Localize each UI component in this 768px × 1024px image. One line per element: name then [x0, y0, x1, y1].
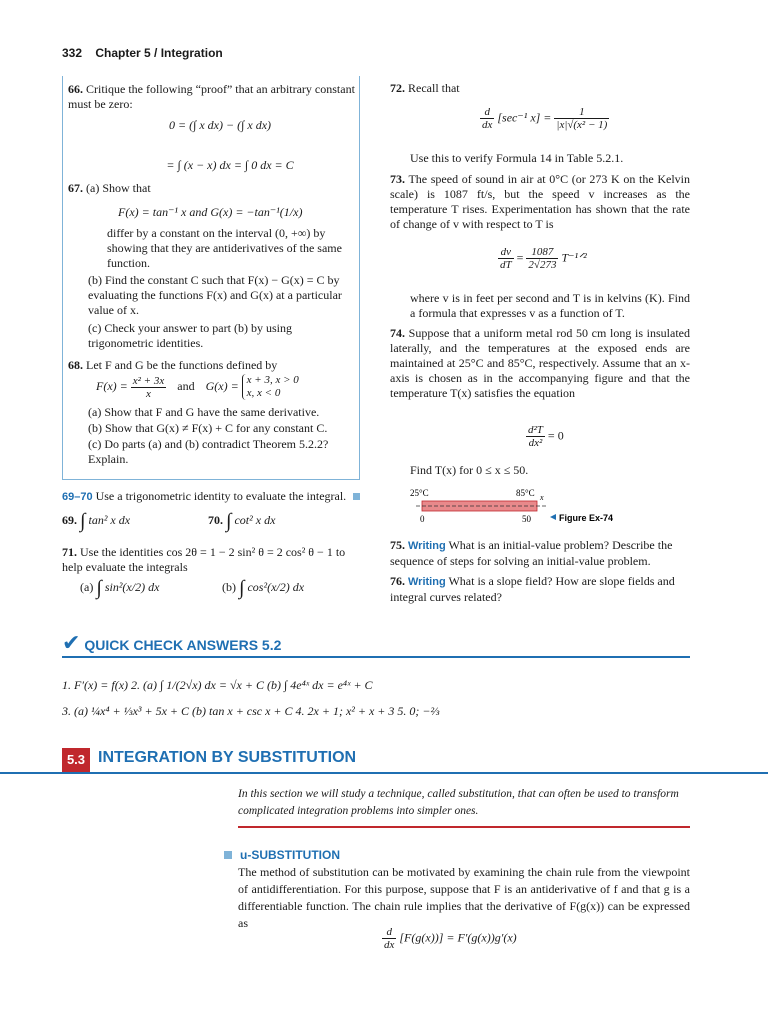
- equation: F(x) =: [96, 378, 128, 393]
- exercise-number: 76.: [390, 574, 405, 588]
- fraction-numerator: 1: [554, 106, 609, 119]
- exercise-75: [390, 538, 690, 569]
- fraction-denominator: dT: [500, 259, 512, 271]
- exercise-68: [68, 358, 356, 373]
- page-number: 332: [62, 46, 83, 60]
- part-label: (a): [80, 580, 94, 594]
- exercise-number: 72.: [390, 81, 405, 95]
- exercise-number: 67.: [68, 181, 83, 195]
- equation: [480, 106, 690, 131]
- quick-check-heading: QUICK CHECK ANSWERS 5.2: [84, 637, 282, 653]
- exercise-67: [68, 181, 356, 196]
- fraction-numerator: d: [382, 926, 396, 939]
- piecewise-definition: [96, 374, 356, 400]
- fraction-numerator: d²T: [528, 424, 543, 436]
- exercise-number: 71.: [62, 545, 77, 559]
- exercise-number: 75.: [390, 538, 405, 552]
- divider: [0, 772, 768, 774]
- writing-tag: Writing: [408, 576, 446, 588]
- caption-arrow-icon: [550, 514, 556, 520]
- section-number-badge: 5.3: [62, 748, 90, 772]
- exercise-71b: [222, 576, 352, 599]
- equation: F(x) = tan⁻¹ x and G(x) = −tan⁻¹(1/x): [118, 205, 303, 219]
- part-label: (a): [86, 181, 100, 195]
- part-label: (b): [88, 273, 102, 287]
- exercise-number: 69.: [62, 513, 77, 527]
- equation: [sec⁻¹ x] =: [497, 110, 552, 125]
- writing-tag: Writing: [408, 540, 446, 552]
- exercise-text: Find T(x) for 0 ≤ x ≤ 50.: [410, 463, 529, 477]
- integral-sign: ∫: [80, 509, 86, 532]
- exercise-text: differ by a constant on the interval (0, +∞) by showing that they are antiderivatives of the same function.: [107, 226, 342, 270]
- equation: G(x) =: [205, 378, 239, 393]
- equation: T⁻¹ᐟ²: [561, 250, 587, 265]
- fraction-denominator: x: [146, 387, 151, 400]
- section-intro: In this section we will study a technique, called substitution, that can often be used to transform complicated integration problems into simpler ones.: [238, 788, 679, 817]
- exercise-text: Use this to verify Formula 14 in Table 5.2.1.: [410, 151, 624, 165]
- exercise-text: Critique the following “proof” that an arbitrary constant must be zero:: [68, 82, 355, 111]
- exercise-67b: [88, 273, 356, 318]
- part-label: (b): [222, 580, 236, 594]
- subsection-body: The method of substitution can be motivated by examining the chain rule from the viewpoint of antidifferentiation. For this purpose, suppose that F is an antiderivative of f and that g is a differentiable function. The chain rule implies that the derivative of F(g(x)) can be expressed as: [238, 865, 690, 930]
- exercise-text: Let F and G be the functions defined by: [86, 358, 278, 372]
- quick-check-answers-line1: 1. F′(x) = f(x) 2. (a) ∫ 1/(2√x) dx = √x + C (b) ∫ 4e⁴ˣ dx = e⁴ˣ + C: [62, 678, 373, 692]
- fraction-numerator: dv: [498, 246, 514, 259]
- fraction-numerator: x² + 3x: [132, 374, 165, 387]
- integrand: tan² x dx: [88, 513, 131, 527]
- integrand: sin²(x/2) dx: [104, 580, 160, 594]
- exercise-number: 66.: [68, 82, 83, 96]
- equation: [F(g(x))] = F′(g(x))g′(x): [399, 930, 517, 945]
- exercise-71: [62, 545, 362, 575]
- exercise-72: [390, 81, 690, 96]
- fraction-numerator: d: [480, 106, 494, 119]
- exercise-text: Suppose that a uniform metal rod 50 cm long is insulated laterally, and the temperatures at the exposed ends are maintained at 25°C and 85°C, respectively. Assume that an x-axis is chosen as in the accompanying figure and that the temperature T(x) satisfies the equation: [390, 326, 690, 400]
- exercise-number: 68.: [68, 358, 83, 372]
- quick-check-answers-line2: 3. (a) ¼x⁴ + ⅓x³ + 5x + C (b) tan x + csc x + C 4. 2x + 1; x² + x + 3 5. 0; −⅔: [62, 704, 440, 718]
- exercise-text: Show that: [102, 181, 151, 195]
- section-title: INTEGRATION BY SUBSTITUTION: [98, 749, 357, 766]
- divider: [62, 656, 690, 658]
- exercise-68c: (c) Do parts (a) and (b) contradict Theorem 5.2.2? Explain.: [88, 437, 329, 466]
- fraction-numerator: 1087: [526, 246, 558, 259]
- exercise-number: 70.: [208, 513, 223, 527]
- running-head: [62, 46, 223, 60]
- exercise-text: What is an initial-value problem? Describe the sequence of steps for solving an initial-value problem.: [390, 538, 673, 568]
- quick-check-title: [62, 630, 281, 656]
- integral-sign: ∫: [226, 509, 232, 532]
- integrand: cot² x dx: [234, 513, 276, 527]
- exercise-text: Use a trigonometric identity to evaluate the integral.: [95, 489, 347, 503]
- integrand: cos²(x/2) dx: [247, 580, 305, 594]
- equals-sign: =: [516, 250, 524, 265]
- subsection-heading: [224, 848, 340, 862]
- exercise-68b: (b) Show that G(x) ≠ F(x) + C for any constant C.: [88, 421, 328, 435]
- fraction-denominator: |x|√(x² − 1): [556, 119, 608, 131]
- equation: = 0: [547, 428, 564, 443]
- divider: [238, 826, 690, 828]
- case-line: x + 3, x > 0: [246, 374, 299, 386]
- exercise-text: What is a slope field? How are slope fields and integral curves related?: [390, 574, 675, 604]
- part-label: (c): [88, 321, 102, 335]
- fraction-denominator: dx: [482, 119, 493, 131]
- right-temp-label: 85°C: [516, 488, 535, 498]
- tick-label-0: 0: [420, 514, 425, 524]
- subsection-title: u-SUBSTITUTION: [240, 848, 340, 862]
- exercise-69-70-instructions: [62, 489, 362, 505]
- figure-caption: Figure Ex-74: [559, 513, 614, 523]
- integral-sign: ∫: [239, 576, 245, 599]
- fraction-denominator: dx²: [528, 437, 543, 449]
- exercise-70: [208, 509, 358, 532]
- checkmark-icon: ✔: [62, 630, 81, 655]
- exercise-68a: (a) Show that F and G have the same derivative.: [88, 405, 320, 419]
- equation: and: [177, 378, 195, 393]
- equation: [498, 246, 688, 271]
- equation: = ∫ (x − x) dx = ∫ 0 dx = C: [166, 158, 294, 172]
- exercise-69: [62, 509, 202, 532]
- bullet-square-icon: [224, 851, 232, 859]
- exercise-number: 73.: [390, 172, 405, 186]
- exercise-text: where v is in feet per second and T is in kelvins (K). Find a formula that expresses v as a function of T.: [410, 291, 690, 320]
- chapter-title: Chapter 5 / Integration: [95, 46, 223, 60]
- fraction-denominator: 2√273: [528, 259, 557, 271]
- exercise-text: Check your answer to part (b) by using trigonometric identities.: [88, 321, 292, 350]
- exercise-number: 74.: [390, 326, 405, 340]
- exercise-71a: [80, 576, 200, 599]
- exercise-text: Recall that: [408, 81, 460, 95]
- integral-sign: ∫: [96, 576, 102, 599]
- end-marker: [353, 493, 360, 500]
- exercise-text: Use the identities cos 2θ = 1 − 2 sin² θ = 2 cos² θ − 1 to help evaluate the integrals: [62, 545, 346, 574]
- exercise-66: [68, 82, 356, 112]
- fraction-denominator: dx: [384, 939, 395, 951]
- exercise-text: Find the constant C such that F(x) − G(x) = C by evaluating the functions F(x) and G(x) at a particular value of x.: [88, 273, 342, 317]
- exercise-74: [390, 326, 690, 401]
- exercise-range: 69–70: [62, 491, 93, 503]
- chain-rule-equation: [382, 926, 622, 951]
- exercise-67c: [88, 321, 356, 351]
- axis-label: x: [540, 493, 544, 502]
- case-line: x, x < 0: [246, 387, 281, 399]
- figure-rod: [402, 484, 692, 526]
- tick-label-50: 50: [522, 514, 531, 524]
- equation: 0 = (∫ x dx) − (∫ x dx): [168, 118, 272, 132]
- exercise-text: The speed of sound in air at 0°C (or 273 K on the Kelvin scale) is 1087 ft/s, but the speed v increases as the temperature T rises. Experimentation has shown that the rate of change of v with respect to T is: [390, 172, 690, 231]
- equation: [526, 424, 646, 449]
- left-temp-label: 25°C: [410, 488, 429, 498]
- exercise-76: [390, 574, 690, 605]
- exercise-73: [390, 172, 690, 232]
